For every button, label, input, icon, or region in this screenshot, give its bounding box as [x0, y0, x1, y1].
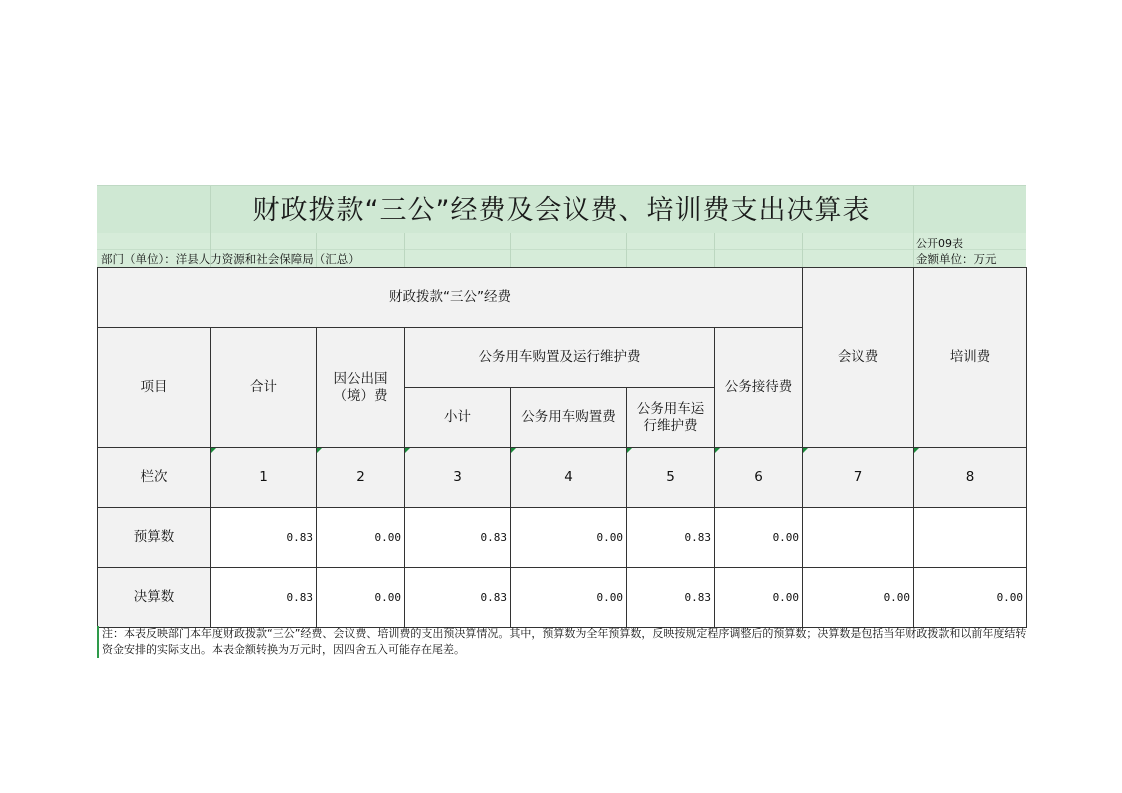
- footnote: 注：本表反映部门本年度财政拨款“三公”经费、会议费、培训费的支出预决算情况。其中，预算数为全年预算数，反映按规定程序调整后的预算数；决算数是包括当年财政拨款和以前年度结转资金安排的实际支出。本表金额转换为万元时，因四舍五入可能存在尾差。: [97, 626, 1027, 658]
- header-subtotal: 小计: [405, 388, 511, 448]
- column-number: 2: [317, 448, 405, 508]
- column-number: 6: [715, 448, 803, 508]
- column-number: 7: [803, 448, 914, 508]
- page-title: 财政拨款“三公”经费及会议费、培训费支出决算表: [252, 195, 871, 226]
- header-vehicle-operation: 公务用车运行维护费: [627, 388, 715, 448]
- budget-reception: 0.00: [715, 508, 803, 568]
- header-vehicle-purchase: 公务用车购置费: [511, 388, 627, 448]
- column-number: 8: [914, 448, 1027, 508]
- final-reception: 0.00: [715, 568, 803, 628]
- final-vehicle-subtotal: 0.83: [405, 568, 511, 628]
- info-band: [97, 233, 1026, 267]
- budget-abroad: 0.00: [317, 508, 405, 568]
- final-abroad: 0.00: [317, 568, 405, 628]
- final-meeting: 0.00: [803, 568, 914, 628]
- final-total: 0.83: [211, 568, 317, 628]
- budget-training: [914, 508, 1027, 568]
- header-meeting: 会议费: [803, 268, 914, 448]
- row-label-final: 决算数: [98, 568, 211, 628]
- final-training: 0.00: [914, 568, 1027, 628]
- column-number-label: 栏次: [98, 448, 211, 508]
- budget-vehicle-purchase: 0.00: [511, 508, 627, 568]
- header-item: 项目: [98, 328, 211, 448]
- title-band: [97, 185, 1026, 234]
- header-vehicle-group: 公务用车购置及运行维护费: [405, 328, 715, 388]
- budget-vehicle-subtotal: 0.83: [405, 508, 511, 568]
- budget-total: 0.83: [211, 508, 317, 568]
- column-number: 4: [511, 448, 627, 508]
- header-training: 培训费: [914, 268, 1027, 448]
- header-sangong-group: 财政拨款“三公”经费: [98, 268, 803, 328]
- table-row-final: [98, 568, 1027, 628]
- budget-meeting: [803, 508, 914, 568]
- expenditure-table: [97, 267, 1027, 628]
- header-abroad: 因公出国（境）费: [317, 328, 405, 448]
- table-row-budget: [98, 508, 1027, 568]
- header-reception: 公务接待费: [715, 328, 803, 448]
- column-number: 5: [627, 448, 715, 508]
- department-label: 部门（单位）：洋县人力资源和社会保障局（汇总）: [101, 252, 360, 266]
- budget-vehicle-operation: 0.83: [627, 508, 715, 568]
- final-vehicle-operation: 0.83: [627, 568, 715, 628]
- column-number: 1: [211, 448, 317, 508]
- table-number: 公开09表: [916, 237, 963, 250]
- row-label-budget: 预算数: [98, 508, 211, 568]
- column-number: 3: [405, 448, 511, 508]
- header-total: 合计: [211, 328, 317, 448]
- amount-unit: 金额单位：万元: [916, 252, 997, 266]
- final-vehicle-purchase: 0.00: [511, 568, 627, 628]
